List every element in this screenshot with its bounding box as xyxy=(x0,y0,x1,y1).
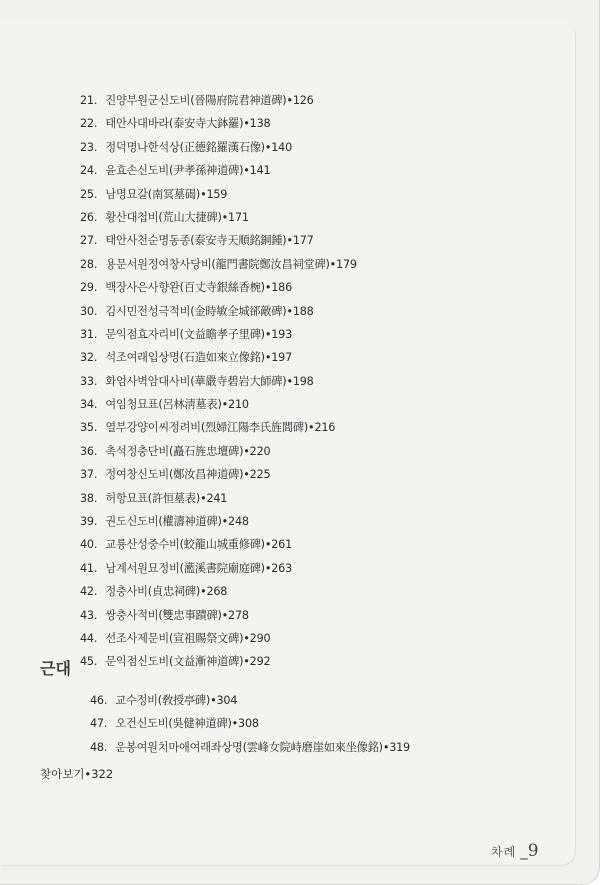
entry-number: 33. xyxy=(80,374,98,388)
contents-entry[interactable] xyxy=(80,323,357,346)
contents-entry[interactable] xyxy=(80,206,357,229)
contents-entry[interactable] xyxy=(80,463,357,486)
entry-title: 문익점효자리비(文益瞻孝子里碑)•193 xyxy=(105,327,293,341)
contents-entry[interactable] xyxy=(80,580,357,603)
entry-title: 교수정비(敎授亭碑)•304 xyxy=(115,694,238,707)
footer-label: 차례 xyxy=(491,845,517,859)
entry-number: 34. xyxy=(80,398,98,412)
entry-number: 37. xyxy=(80,468,98,482)
contents-entry[interactable] xyxy=(80,159,357,182)
contents-entry[interactable] xyxy=(90,712,410,735)
contents-entry[interactable] xyxy=(80,440,357,463)
entry-title: 쌍충사적비(雙忠事蹟碑)•278 xyxy=(105,608,249,622)
entry-number: 36. xyxy=(80,444,98,458)
entry-number: 47. xyxy=(90,717,108,731)
entry-title: 황산대첩비(荒山大捷碑)•171 xyxy=(105,210,249,224)
entry-title: 문익점신도비(文益漸神道碑)•292 xyxy=(105,655,271,669)
contents-entry[interactable] xyxy=(80,112,357,135)
entry-number: 41. xyxy=(80,561,98,575)
section-heading: 근대 xyxy=(40,659,71,678)
entry-title: 남계서원묘정비(灆溪書院廟庭碑)•263 xyxy=(105,561,293,575)
page-footer xyxy=(491,841,539,861)
entry-title: 태안사천순명동종(泰安寺天順銘銅鍾)•177 xyxy=(105,234,314,248)
entry-title: 정여창신도비(鄭汝昌神道碑)•225 xyxy=(105,468,271,482)
entry-title: 허항묘표(許恒墓表)•241 xyxy=(105,491,228,505)
entry-number: 26. xyxy=(80,210,98,224)
contents-entry[interactable] xyxy=(80,510,357,533)
entry-number: 28. xyxy=(80,257,98,271)
page-number: 9 xyxy=(527,841,539,861)
contents-entry[interactable] xyxy=(80,487,357,510)
index-entry[interactable]: 찾아보기•322 xyxy=(40,767,114,781)
entry-number: 42. xyxy=(80,585,98,599)
entry-title: 열부강양이씨정려비(烈婦江陽李氏旌閭碑)•216 xyxy=(105,421,336,435)
entry-number: 39. xyxy=(80,515,98,529)
entry-number: 43. xyxy=(80,608,98,622)
contents-entry[interactable] xyxy=(80,229,357,252)
entry-title: 선조사제문비(宣祖賜祭文碑)•290 xyxy=(105,631,271,645)
entry-number: 48. xyxy=(90,740,108,754)
entry-title: 촉석정충단비(矗石旌忠壇碑)•220 xyxy=(105,444,271,458)
contents-entry[interactable] xyxy=(80,370,357,393)
contents-entry[interactable] xyxy=(80,393,357,416)
entry-title: 김시민전성극적비(金時敏全城郤敵碑)•188 xyxy=(105,304,314,318)
entry-title: 남명묘갈(南冥墓碣)•159 xyxy=(105,187,228,201)
contents-entry[interactable] xyxy=(80,533,357,556)
entry-number: 29. xyxy=(80,281,98,295)
contents-entry[interactable] xyxy=(80,300,357,323)
contents-entry[interactable] xyxy=(80,276,357,299)
contents-entry[interactable] xyxy=(80,650,357,673)
entry-number: 38. xyxy=(80,491,98,505)
contents-entry[interactable] xyxy=(80,183,357,206)
entry-number: 44. xyxy=(80,631,98,645)
entry-title: 정덕명나한석상(正德銘羅漢石像)•140 xyxy=(105,140,293,154)
entry-title: 운봉여원치마애여래좌상명(雲峰女院峙磨崖如來坐像銘)•319 xyxy=(115,740,410,754)
entry-number: 25. xyxy=(80,187,98,201)
entry-title: 권도신도비(權濤神道碑)•248 xyxy=(105,515,249,529)
entry-title: 윤효손신도비(尹孝孫神道碑)•141 xyxy=(105,164,271,178)
entry-number: 30. xyxy=(80,304,98,318)
entry-title: 백장사은사향완(百丈寺銀絲香椀)•186 xyxy=(105,281,293,295)
contents-entry[interactable] xyxy=(80,346,357,369)
contents-entry[interactable] xyxy=(90,689,410,712)
contents-entry[interactable] xyxy=(80,627,357,650)
entry-title: 진양부원군신도비(晉陽府院君神道碑)•126 xyxy=(105,94,314,107)
entry-number: 32. xyxy=(80,351,98,365)
entry-number: 27. xyxy=(80,234,98,248)
contents-entry[interactable] xyxy=(90,736,410,759)
entry-title: 여임청묘표(呂林淸墓表)•210 xyxy=(105,398,249,412)
entry-title: 석조여래입상명(石造如來立像銘)•197 xyxy=(105,351,293,365)
entry-title: 교룡산성중수비(蛟龍山城重修碑)•261 xyxy=(105,538,293,552)
entry-title: 화엄사벽암대사비(華嚴寺碧岩大師碑)•198 xyxy=(105,374,314,388)
entry-number: 45. xyxy=(80,655,98,669)
entry-number: 21. xyxy=(80,94,98,107)
entry-title: 오건신도비(吳健神道碑)•308 xyxy=(115,717,259,731)
contents-entry[interactable] xyxy=(80,136,357,159)
modern-contents-list xyxy=(90,689,410,759)
footer-separator: _ xyxy=(520,842,528,860)
entry-number: 31. xyxy=(80,327,98,341)
entry-title: 정충사비(貞忠祠碑)•268 xyxy=(105,585,228,599)
contents-entry[interactable] xyxy=(80,416,357,439)
entry-number: 23. xyxy=(80,140,98,154)
contents-entry[interactable] xyxy=(80,89,357,112)
entry-number: 40. xyxy=(80,538,98,552)
entry-number: 22. xyxy=(80,117,98,131)
entry-number: 24. xyxy=(80,164,98,178)
contents-entry[interactable] xyxy=(80,604,357,627)
entry-number: 35. xyxy=(80,421,98,435)
entry-number: 46. xyxy=(90,694,108,707)
contents-entry[interactable] xyxy=(80,253,357,276)
contents-list xyxy=(80,89,357,674)
entry-title: 태안사대바라(泰安寺大鉢羅)•138 xyxy=(105,117,271,131)
contents-entry[interactable] xyxy=(80,557,357,580)
entry-title: 용문서원정여창사당비(龍門書院鄭汝昌祠堂碑)•179 xyxy=(105,257,357,271)
